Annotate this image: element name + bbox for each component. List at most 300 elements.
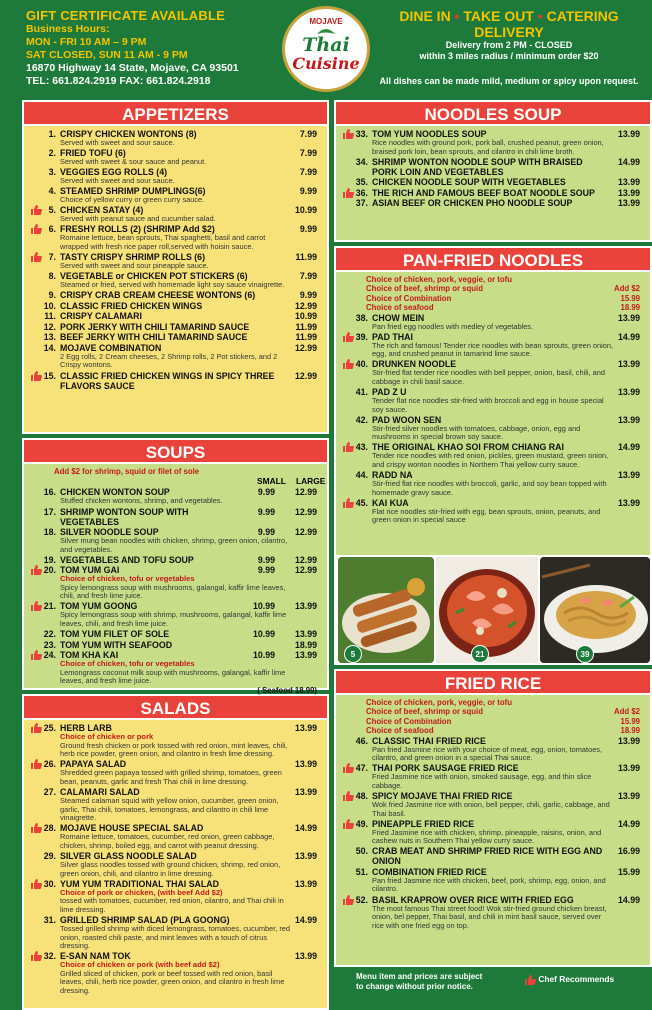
item-number: 3. [48, 167, 56, 178]
item-name: ASIAN BEEF OR CHICKEN PHO NOODLE SOUP [372, 198, 573, 209]
item-price: 14.99 [617, 894, 640, 905]
service-options [374, 8, 644, 24]
item-price: 13.99 [617, 497, 640, 508]
large-price: 13.99 [294, 650, 317, 661]
item-number: 2. [48, 148, 56, 159]
menu-item [342, 157, 644, 177]
item-name: TOM YUM GOONG [60, 601, 138, 612]
item-choice-note: Choice of pork or chicken, (with beef Add $2) [60, 887, 223, 897]
menu-item [30, 851, 321, 878]
item-name: PAD Z U [372, 387, 407, 398]
item-number: 10. [43, 300, 56, 311]
item-description: The most famous Thai street food! Wok stir-fried ground chicken breast, onion, bel pepper, Thai basil, and chili in mint basil sauce, served over rice with one fried egg on top. [372, 903, 607, 930]
pad-thai-photo [540, 557, 650, 663]
choice-price: Add $2 [614, 284, 640, 294]
large-price: 12.99 [294, 554, 317, 565]
chef-recommends-label: Chef Recommends [538, 974, 615, 984]
item-name: CRISPY CHICKEN WONTONS (8) [60, 129, 197, 139]
item-name: DRUNKEN NOODLE [372, 359, 457, 370]
choice-option [342, 707, 644, 716]
pan-fried-title: PAN-FRIED NOODLES [334, 246, 652, 272]
item-description: Silver mung bean noodles with chicken, shrimp, green onion, cilantro, and vegetables. [60, 536, 288, 554]
item-name: TOM KHA KAI [60, 650, 119, 661]
large-price: 18.99 [294, 639, 317, 650]
item-description: Ground fresh chicken or pork tossed with red onion, mint leaves, chili, herb rice powder, green onion, and cilantro in fresh lime dressing. [60, 740, 288, 759]
item-number: 13. [43, 332, 56, 343]
take-out-label: TAKE OUT [463, 8, 534, 24]
pad-thai-image-icon [540, 557, 650, 663]
item-name: RADD NA [372, 470, 413, 481]
item-price: 11.99 [295, 321, 317, 332]
item-description: The rich and famous! Tender rice noodles with bean sprouts, green onion, egg, and crushed peanut in tamarind lime sauce. [372, 340, 614, 359]
item-number: 11. [44, 311, 56, 322]
appetizers-title: APPETIZERS [22, 100, 329, 126]
menu-item [342, 867, 644, 894]
item-name: PINEAPPLE FRIED RICE [372, 818, 475, 829]
menu-item [30, 565, 321, 601]
item-price: 14.99 [294, 914, 317, 925]
spicy-note: All dishes can be made mild, medium or spicy upon request. [379, 76, 639, 86]
fried-rice-title: FRIED RICE [334, 669, 652, 695]
item-description: Shredded green papaya tossed with grilled shrimp, tomatoes, green bean, peanuts, garlic and fresh Thai chili in lime dressing. [60, 768, 282, 786]
small-price: 10.99 [252, 629, 275, 640]
item-name: CLASSIC THAI FRIED RICE [372, 735, 486, 746]
item-price: 13.99 [617, 763, 640, 774]
item-name: FRIED TOFU (6) [60, 148, 126, 159]
item-description: Fried Jasmine rice with onion, smoked sausage, egg, and thin slice cabbage. [372, 772, 592, 790]
notice-line-1: Menu item and prices are subject [356, 972, 483, 981]
item-name: PAD THAI [372, 331, 413, 342]
choice-price: 18.99 [620, 303, 640, 313]
item-price: 13.99 [617, 129, 640, 139]
salads-list [22, 720, 329, 1010]
separator-icon: • [537, 8, 543, 24]
item-number: 48. [355, 791, 368, 801]
hours-weekday: MON - FRI 10 AM – 9 PM [26, 36, 147, 48]
item-price: 10.99 [294, 311, 317, 322]
item-name: CRISPY CALAMARI [60, 311, 142, 322]
menu-item [342, 791, 644, 818]
item-name: TOM YUM FILET OF SOLE [60, 629, 170, 640]
item-price: 13.99 [617, 470, 640, 481]
item-number: 40. [355, 359, 368, 370]
item-name: CLASSIC FRIED CHICKEN WINGS IN SPICY THREE FLAVORS SAUCE [60, 370, 275, 391]
item-name: CRISPY CRAB CREAM CHEESE WONTONS (6) [60, 290, 256, 301]
menu-item [30, 787, 321, 823]
item-name: SHRIMP WONTON SOUP WITH VEGETABLES [60, 506, 189, 527]
photo-badge-39: 39 [576, 645, 594, 663]
item-name: VEGETABLES AND TOFU SOUP [60, 554, 194, 565]
appetizers-list [22, 126, 329, 434]
item-price: 7.99 [299, 129, 317, 139]
menu-item [30, 271, 321, 290]
item-price: 11.99 [295, 332, 317, 343]
item-description: Spicy lemongrass soup with shrimp, mushrooms, galangal, kaffir lime leaves, chili, and fresh lime juice. [60, 610, 287, 629]
item-number: 31. [43, 914, 56, 925]
item-price: 9.99 [299, 224, 317, 235]
small-price: 9.99 [257, 487, 275, 498]
choice-option [342, 698, 644, 707]
tom-yum-photo [436, 557, 538, 663]
item-name: SHRIMP WONTON NOODLE SOUP WITH BRAISED PORK LOIN AND VEGETABLES [372, 156, 583, 177]
item-name: MOJAVE COMBINATION [60, 342, 162, 353]
chef-recommends-legend [524, 974, 614, 985]
photo-badge-5: 5 [344, 645, 362, 663]
item-name: SPICY MOJAVE THAI FRIED RICE [372, 791, 513, 801]
small-price: 10.99 [252, 601, 275, 612]
item-name: COMBINATION FRIED RICE [372, 866, 487, 877]
item-number: 8. [48, 271, 56, 282]
item-number: 24. [43, 650, 56, 661]
item-description: Served with sweet and sour sauce. [60, 176, 175, 186]
item-description: Fried Jasmine rice with chicken, shrimp, pineapple, raisins, onion, and cashew nuts in Southern Thai yellow curry sauce. [372, 827, 602, 846]
item-price: 7.99 [299, 148, 317, 159]
menu-item [30, 252, 321, 271]
item-description: Served with sweet and sour sauce. [60, 138, 175, 147]
item-number: 45. [355, 497, 368, 508]
item-price: 11.99 [295, 252, 317, 263]
item-number: 6. [48, 224, 56, 235]
item-number: 23. [43, 639, 56, 650]
item-price: 14.99 [617, 331, 640, 342]
item-number: 25. [43, 723, 56, 733]
item-number: 5. [48, 205, 56, 216]
menu-item [30, 915, 321, 951]
item-description: Steamed or fried, served with homemade light soy sauce vinaigrette. [60, 280, 285, 290]
item-name: CHICKEN SATAY (4) [60, 205, 144, 216]
item-name: CHICKEN WONTON SOUP [60, 487, 170, 498]
logo-cuisine: Cuisine [292, 54, 360, 73]
item-description: Served with sweet and sour pineapple sauce. [60, 261, 209, 271]
item-price: 7.99 [299, 271, 317, 282]
menu-item [342, 198, 644, 208]
item-number: 38. [355, 312, 368, 323]
item-name: PAPAYA SALAD [60, 759, 127, 770]
item-number: 47. [355, 763, 368, 774]
delivery-hours: Delivery from 2 PM - CLOSED [445, 40, 573, 50]
item-description: Stir-fried flat rice noodles with broccoli, garlic, and soy bean topped with homemade gravy sauce. [372, 479, 607, 497]
choice-option [342, 284, 644, 293]
choice-label: Choice of Combination [366, 293, 452, 303]
item-price: 13.99 [617, 187, 640, 198]
item-number: 16. [43, 487, 56, 498]
item-name: BASIL KRAPROW OVER RICE WITH FRIED EGG [372, 894, 574, 905]
item-number: 34. [355, 156, 368, 167]
menu-item [342, 387, 644, 414]
item-name: TOM YUM WITH SEAFOOD [60, 639, 173, 650]
item-price: 12.99 [294, 342, 317, 353]
menu-item [30, 601, 321, 628]
item-price: 13.99 [294, 723, 317, 733]
menu-item [30, 205, 321, 224]
choice-option [342, 294, 644, 303]
menu-item [30, 332, 321, 342]
large-price: 13.99 [294, 601, 317, 612]
item-price: 13.99 [617, 198, 640, 209]
item-name: TOM YUM NOODLES SOUP [372, 129, 487, 139]
address: 16870 Highway 14 State, Mojave, CA 93501 [26, 62, 239, 74]
menu-item [30, 879, 321, 915]
item-name: THE RICH AND FAMOUS BEEF BOAT NOODLE SOUP [372, 187, 595, 198]
menu-item [30, 527, 321, 554]
item-name: STEAMED SHRIMP DUMPLINGS(6) [60, 186, 206, 197]
item-name: GRILLED SHRIMP SALAD (PLA GOONG) [60, 914, 230, 925]
item-name: TOM YUM GAI [60, 565, 120, 576]
menu-item [342, 736, 644, 763]
small-price: 9.99 [257, 554, 275, 565]
menu-item [30, 507, 321, 527]
small-price: 9.99 [257, 527, 275, 537]
item-choice-note: Choice of chicken, tofu or vegetables [60, 574, 195, 584]
item-number: 26. [43, 759, 56, 770]
item-number: 1. [48, 129, 56, 139]
large-price: 12.99 [294, 565, 317, 576]
item-number: 15. [43, 370, 56, 381]
item-description: Grilled sliced of chicken, pork or beef tossed with red onion, basil leaves, chili, herb rice powder, green onion, and cilantro in fresh lime dressing. [60, 968, 285, 995]
item-price: 10.99 [294, 205, 317, 216]
item-price: 13.99 [617, 735, 640, 746]
photo-badge-21: 21 [471, 645, 489, 663]
choice-price: 15.99 [620, 716, 640, 726]
item-choice-note: Choice of chicken or pork [60, 732, 154, 741]
item-name: CLASSIC FRIED CHICKEN WINGS [60, 300, 203, 311]
item-number: 12. [43, 321, 56, 332]
menu-item [30, 823, 321, 850]
item-number: 9. [48, 290, 56, 301]
menu-item [342, 763, 644, 790]
item-price: 13.99 [617, 414, 640, 425]
item-name: FRESHY ROLLS (2) (SHRIMP Add $2) [60, 224, 215, 235]
item-price: 12.99 [294, 370, 317, 381]
small-label: SMALL [257, 476, 286, 487]
item-name: PORK JERKY WITH CHILI TAMARIND SAUCE [60, 321, 250, 332]
choice-price: Add $2 [614, 707, 640, 717]
food-photos [334, 555, 652, 665]
right-column [334, 100, 652, 560]
item-description: Served with peanut sauce and cucumber salad. [60, 214, 216, 224]
menu-item [30, 555, 321, 565]
small-price: 9.99 [257, 565, 275, 576]
item-number: 33. [355, 129, 368, 139]
item-name: HERB LARB [60, 723, 112, 733]
menu-item [342, 895, 644, 931]
item-number: 18. [43, 527, 56, 537]
item-description: Steamed calamari squid with yellow onion, cucumber, green onion, garlic, Thai chili, tomatoes, lemongrass, and cilantro in chili lime vinaigrette. [60, 795, 279, 823]
item-number: 42. [355, 414, 368, 425]
item-description: 2 Egg rolls, 2 Cream cheeses, 2 Shrimp rolls, 2 Pot stickers, and 2 Crispy wontons. [60, 351, 278, 370]
item-price: 9.99 [299, 186, 317, 197]
menu-item [30, 951, 321, 995]
item-number: 28. [43, 823, 56, 834]
separator-icon: • [454, 8, 460, 24]
delivery-radius: within 3 miles radius / minimum order $20 [419, 51, 599, 61]
item-name: CHICKEN NOODLE SOUP WITH VEGETABLES [372, 177, 566, 188]
choice-option [342, 717, 644, 726]
item-number: 39. [355, 331, 368, 342]
item-number: 32. [43, 951, 56, 962]
menu-item [30, 311, 321, 321]
choice-label: Choice of seafood [366, 303, 434, 313]
item-choice-note: Choice of chicken or pork (with beef add $2) [60, 960, 220, 970]
item-description: Romaine lettuce, tomatoes, cucumber, red onion, green cabbage, chicken, shrimp, boiled egg, and carrot with peanut dressing. [60, 832, 275, 850]
menu-item [342, 470, 644, 497]
item-price: 13.99 [294, 786, 317, 797]
item-name: CRAB MEAT AND SHRIMP FRIED RICE WITH EGG AND ONION [372, 846, 603, 867]
soup-size-header [30, 476, 326, 487]
logo-thai: Thai [302, 34, 350, 56]
fried-rice-list [334, 695, 652, 967]
menu-item [342, 332, 644, 359]
item-description: Tossed grilled shrimp with diced lemongrass, tomatoes, cucumber, red onion, roasted chili paste, and mint leaves with a touch of citrus dressing. [60, 923, 291, 951]
menu-item [30, 322, 321, 332]
item-description: Tender flat rice noodles stir-fried with broccoli and egg in house special soy sauce. [372, 396, 604, 414]
item-description: Choice of yellow curry or green curry sauce. [60, 195, 205, 205]
menu-item [30, 186, 321, 205]
item-description: Pan fried egg noodles with medley of vegetables. [372, 321, 534, 331]
item-number: 36. [355, 187, 368, 198]
item-name: YUM YUM TRADITIONAL THAI SALAD [60, 878, 219, 889]
menu-item [342, 359, 644, 386]
item-number: 7. [48, 252, 56, 263]
hours-title: Business Hours: [26, 23, 110, 35]
item-name: VEGGIES EGG ROLLS (4) [60, 167, 168, 178]
item-name: TASTY CRISPY SHRIMP ROLLS (6) [60, 252, 206, 263]
item-name: PAD WOON SEN [372, 414, 442, 425]
large-price: 13.99 [294, 629, 317, 640]
item-name: KAI KUA [372, 497, 409, 508]
menu-item [30, 371, 321, 391]
item-description: Wok fried Jasmine rice with onion, bell pepper, chili, garlic, cabbage, and Thai basil. [372, 800, 610, 818]
menu-item [30, 167, 321, 186]
item-price: 13.99 [294, 759, 317, 770]
large-price: 12.99 [294, 487, 317, 498]
item-description: Romaine lettuce, bean sprouts, Thai spaghetti, basil and carrot wrapped with fresh rice paper roll,served with hoisin sauce. [60, 233, 266, 252]
menu-item [342, 188, 644, 198]
business-info [26, 8, 296, 88]
restaurant-logo [282, 6, 370, 92]
menu-item [30, 224, 321, 251]
item-number: 29. [43, 850, 56, 861]
menu-item [30, 343, 321, 370]
menu-item [30, 650, 321, 686]
menu-item [30, 129, 321, 148]
choice-label: Choice of chicken, pork, veggie, or tofu [366, 698, 512, 707]
item-number: 37. [355, 198, 368, 209]
salads-title: SALADS [22, 694, 329, 720]
menu-item [30, 640, 321, 650]
menu-item [30, 759, 321, 786]
menu-item [342, 129, 644, 156]
item-name: VEGETABLE or CHICKEN POT STICKERS (6) [60, 271, 248, 282]
choice-label: Choice of Combination [366, 716, 452, 726]
item-name: E-SAN NAM TOK [60, 951, 131, 962]
menu-item [342, 498, 644, 525]
notice-line-2: to change without prior notice. [356, 982, 473, 991]
item-name: CHOW MEIN [372, 312, 425, 323]
menu-item [30, 290, 321, 300]
item-price: 13.99 [617, 177, 640, 188]
item-description: Tender rice noodles with red onion, pickles, green mustard, green onion, and crispy wonton noodles in Northern Thai yellow curry sauce. [372, 451, 609, 470]
hours-weekend: SAT CLOSED, SUN 11 AM - 9 PM [26, 49, 188, 61]
menu-item [342, 819, 644, 846]
item-name: BEEF JERKY WITH CHILI TAMARIND SAUCE [60, 332, 248, 343]
item-description: tossed with tomatoes, cucumber, red onion, cilantro, and Thai chili in lime dressing. [60, 896, 284, 914]
item-price: 7.99 [299, 167, 317, 178]
item-name: CALAMARI SALAD [60, 786, 140, 797]
item-number: 52. [355, 894, 368, 905]
item-price: 13.99 [617, 312, 640, 323]
menu-item [342, 846, 644, 866]
menu-item [30, 723, 321, 759]
menu-item [30, 301, 321, 311]
fried-rice-column [334, 669, 652, 967]
small-price: 9.99 [257, 506, 275, 517]
item-description: Flat rice noodles stir-fried with egg, bean sprouts, onion, peanuts, and green onion in special sauce [372, 506, 601, 525]
item-price: 9.99 [299, 290, 317, 301]
menu-item [30, 629, 321, 639]
choice-option [342, 275, 644, 284]
service-info [374, 8, 644, 86]
item-name: SILVER GLASS NOODLE SALAD [60, 850, 197, 861]
item-price: 13.99 [617, 791, 640, 801]
menu-header [0, 0, 652, 98]
item-price: 13.99 [294, 951, 317, 962]
item-price: 14.99 [617, 442, 640, 453]
item-price: 13.99 [617, 387, 640, 398]
item-price: 13.99 [294, 878, 317, 889]
menu-item [342, 415, 644, 442]
choice-label: Choice of beef, shrimp or squid [366, 707, 483, 717]
menu-item [30, 148, 321, 167]
item-number: 22. [43, 629, 56, 640]
item-number: 27. [43, 786, 56, 797]
item-number: 49. [355, 818, 368, 829]
large-label: LARGE [296, 476, 326, 487]
choice-label: Choice of seafood [366, 726, 434, 736]
delivery-title: DELIVERY [474, 24, 544, 40]
choice-option [342, 726, 644, 735]
item-price: 16.99 [617, 846, 640, 857]
choice-label: Choice of beef, shrimp or squid [366, 284, 483, 294]
item-number: 41. [355, 387, 368, 398]
choice-label: Choice of chicken, pork, veggie, or tofu [366, 275, 512, 284]
item-description: Stir-fried flat tender rice noodles with bell pepper, onion, basil, chili, and cabbage in chili basil sauce. [372, 368, 605, 386]
tom-yum-image-icon [436, 557, 538, 663]
item-description: Pan fried Jasmine rice with chicken, beef, pork, shrimp, egg, onion, and cilantro. [372, 875, 606, 894]
small-price: 10.99 [252, 650, 275, 661]
item-description: Silver glass noodles tossed with ground chicken, shrimp, red onion, green onion, chili, and cilantro in lime dressing. [60, 859, 281, 878]
seafood-note: ( Seafood 18.99) [257, 686, 317, 696]
item-choice-note: Choice of chicken, tofu or vegetables [60, 659, 195, 669]
item-description: Spicy lemongrass soup with mushrooms, galangal, kaffir lime leaves, chili, and fresh lime juice. [60, 582, 286, 601]
noodles-soup-list [334, 126, 652, 242]
menu-item [342, 313, 644, 332]
noodles-soup-title: NOODLES SOUP [334, 100, 652, 126]
item-number: 19. [43, 554, 56, 565]
large-price: 12.99 [294, 506, 317, 517]
item-price: 15.99 [617, 866, 640, 877]
item-name: MOJAVE HOUSE SPECIAL SALAD [60, 823, 204, 834]
choice-option [342, 303, 644, 312]
item-number: 51. [355, 866, 368, 877]
item-price: 13.99 [617, 359, 640, 370]
menu-item [30, 487, 321, 506]
menu-item [342, 442, 644, 469]
item-price: 13.99 [294, 850, 317, 861]
dine-in-label: DINE IN [399, 8, 451, 24]
item-name: THAI PORK SAUSAGE FRIED RICE [372, 763, 519, 774]
soups-list [22, 464, 329, 696]
